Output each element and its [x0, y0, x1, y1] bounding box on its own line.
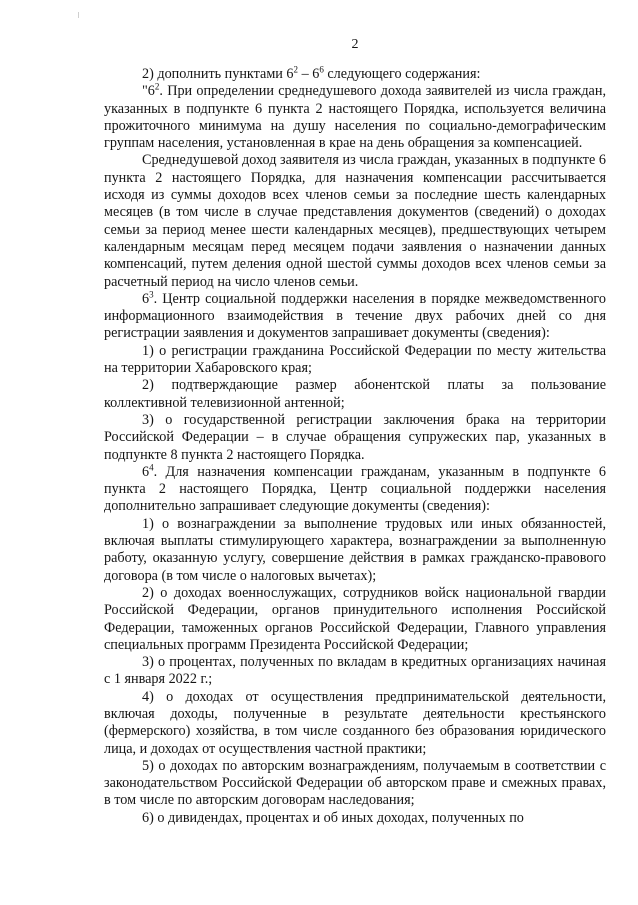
paragraph-amendment-intro: 2) дополнить пунктами $6^2 - 6^6$ следующего содержания: [142, 64, 481, 82]
paragraph-6-2: "$6^2$. При определении среднедушевого дохода заявителей из числа граждан, указанных в подпункте 6 пункта 2 настоящего Порядка, используется величина прожиточного минимума на душу населения по социально-демографическим группам населения, установленная в крае на день обращения за компенсацией. [104, 81, 606, 152]
list-item-6-3-3: 3) о государственной регистрации заключения брака на территории Российской Федерации – в случае обращения супружеских пар, указанных в подпункте 8 пункта 2 настоящего Порядка. [104, 411, 606, 463]
list-item-6-3-1: 1) о регистрации гражданина Российской Федерации по месту жительства на территории Хабаровского края; [104, 342, 606, 377]
paragraph-6-4: $6^4$. Для назначения компенсации гражданам, указанным в подпункте 6 пункта 2 настоящего Порядка, Центр социальной поддержки населения дополнительно запрашивает следующие документы (сведения): [104, 462, 606, 515]
list-item-6-4-5: 5) о доходах по авторским вознаграждениям, получаемым в соответствии с законодательством Российской Федерации об авторском праве и смежных правах, в том числе по авторским договорам наследования; [104, 757, 606, 809]
scan-mark [78, 12, 79, 18]
list-item-6-4-3: 3) о процентах, полученных по вкладам в кредитных организациях начиная с 1 января 2022 г.; [104, 654, 606, 688]
list-item-6-3-2: 2) подтверждающие размер абонентской платы за пользование коллективной телевизионной антенной; [104, 377, 606, 411]
list-item-6-4-6: 6) о дивидендах, процентах и об иных доходах, полученных по [142, 809, 524, 826]
list-item-6-4-4: 4) о доходах от осуществления предпринимательской деятельности, включая доходы, полученные в результате деятельности крестьянского (фермерского) хозяйства, в том числе созданного без образования юридического лица, и доходах от осуществления частной практики; [104, 688, 606, 757]
list-item-6-4-2: 2) о доходах военнослужащих, сотрудников войск национальной гвардии Российской Федерации, органов принудительного исполнения Российской Федерации, таможенных органов Российской Федерации, Главного управления специальных программ Президента Российской Федерации; [104, 584, 606, 653]
page-number: 2 [351, 37, 359, 52]
list-item-6-4-1: 1) о вознаграждении за выполнение трудовых или иных обязанностей, включая выплаты стимулирующего характера, вознаграждении за выполненную работу, оказанную услугу, совершение действия в рамках гражданско-правового договора (в том числе о налоговых вычетах); [104, 515, 606, 584]
paragraph-income-calculation: Среднедушевой доход заявителя из числа граждан, указанных в подпункте 6 пункта 2 настоящего Порядка, для назначения компенсации рассчитывается исходя из суммы доходов всех членов семьи за последние шесть календарных месяцев (в том числе в случае представления документов (сведений) о доходах семьи за период менее шести календарных месяцев), предшествующих четырем календарным месяцам перед месяцем подачи заявления о назначении данных компенсаций, путем деления одной шестой суммы доходов всех членов семьи за расчетный период на число членов семьи. [104, 152, 606, 290]
paragraph-6-3: $6^3$. Центр социальной поддержки населения в порядке межведомственного информационного взаимодействия в течение двух рабочих дней со дня регистрации заявления и документов запрашивает документы (сведения): [104, 289, 606, 342]
